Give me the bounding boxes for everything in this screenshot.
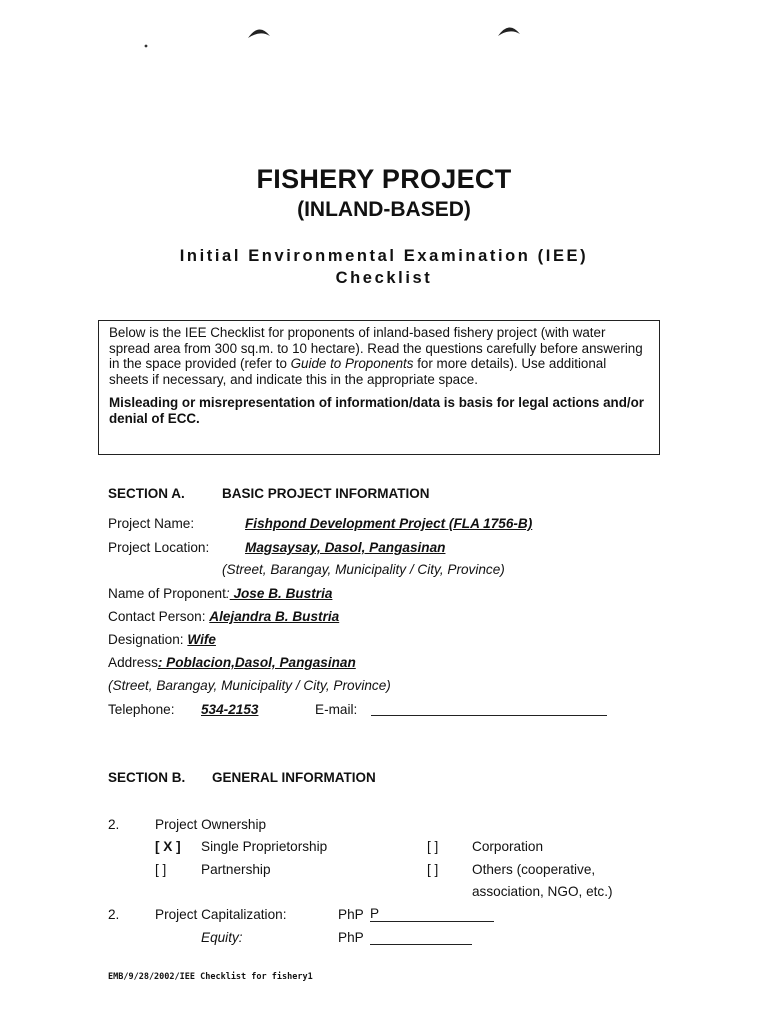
project-location-value: Magsaysay, Dasol, Pangasinan	[245, 540, 446, 555]
instructions-text: Below is the IEE Checklist for proponents of inland-based fishery project (with water spread area from 300 sq.m. to 10 hectare). Read the questions carefully before answering in the space provided (refer to Guide to Proponents for more details). Use additional sheets if necessary, and indicate this in the appropriate space.	[109, 325, 643, 387]
address-hint: (Street, Barangay, Municipality / City, Province)	[108, 678, 391, 693]
capitalization-label: Project Capitalization:	[155, 907, 287, 922]
section-a-label: SECTION A.	[108, 486, 185, 501]
contact-label: Contact Person:	[108, 609, 206, 624]
contact-value: Alejandra B. Bustria	[209, 609, 340, 624]
designation-row	[108, 632, 216, 647]
designation-value: Wife	[187, 632, 216, 647]
others-label-line2: association, NGO, etc.)	[472, 884, 613, 899]
location-hint: (Street, Barangay, Municipality / City, Province)	[222, 562, 505, 577]
others-label: Others (cooperative,	[472, 862, 596, 877]
footer-code: EMB/9/28/2002/IEE Checklist for fishery1	[108, 972, 313, 982]
equity-label: Equity:	[201, 930, 243, 945]
designation-label: Designation:	[108, 632, 184, 647]
equity-currency: PhP	[338, 930, 364, 945]
address-row	[108, 655, 356, 670]
partnership-label: Partnership	[201, 862, 271, 877]
email-field[interactable]	[371, 702, 607, 716]
telephone-label: Telephone:	[108, 702, 175, 717]
scan-mark-right	[496, 22, 522, 38]
partnership-checkbox[interactable]: [ ]	[155, 862, 167, 877]
checklist-heading-line2: Checklist	[335, 269, 433, 287]
instructions-box	[98, 320, 660, 455]
scan-mark-left	[246, 24, 272, 40]
others-checkbox[interactable]: [ ]	[427, 862, 439, 877]
telephone-value: 534-2153	[201, 702, 259, 717]
proponent-label: Name of Proponent	[108, 586, 226, 601]
address-value: : Poblacion,Dasol, Pangasinan	[157, 655, 356, 670]
guide-reference: Guide to Proponents	[290, 356, 414, 372]
capitalization-field[interactable]: P	[370, 907, 494, 922]
proponent-row: Name of Proponent: Jose B. Bustria	[108, 586, 333, 601]
section-b-title: GENERAL INFORMATION	[212, 770, 376, 785]
checklist-heading: Initial Environmental Examination (IEE)	[179, 247, 589, 265]
section-b-label: SECTION B.	[108, 770, 186, 785]
project-name-value: Fishpond Development Project (FLA 1756-B)	[245, 516, 533, 531]
page-title: FISHERY PROJECT	[256, 164, 512, 194]
corporation-checkbox[interactable]: [ ]	[427, 839, 439, 854]
project-name-label: Project Name:	[108, 516, 195, 531]
single-proprietorship-checkbox[interactable]: [ X ]	[155, 839, 181, 854]
proponent-value: Jose B. Bustria	[229, 586, 333, 601]
page-subtitle: (INLAND-BASED)	[297, 198, 471, 221]
scan-speck	[143, 43, 149, 49]
address-label: Address	[108, 655, 158, 670]
ownership-number: 2.	[108, 817, 120, 832]
project-location-label: Project Location:	[108, 540, 210, 555]
ownership-label: Project Ownership	[155, 817, 267, 832]
capitalization-currency: PhP	[338, 907, 364, 922]
capitalization-number: 2.	[108, 907, 120, 922]
equity-field[interactable]	[370, 930, 472, 945]
section-a-title: BASIC PROJECT INFORMATION	[222, 486, 430, 501]
contact-row	[108, 609, 339, 624]
single-proprietorship-label: Single Proprietorship	[201, 839, 328, 854]
warning-text: Misleading or misrepresentation of information/data is basis for legal actions and/or denial of ECC.	[109, 395, 644, 426]
email-label: E-mail:	[315, 702, 358, 717]
corporation-label: Corporation	[472, 839, 544, 854]
